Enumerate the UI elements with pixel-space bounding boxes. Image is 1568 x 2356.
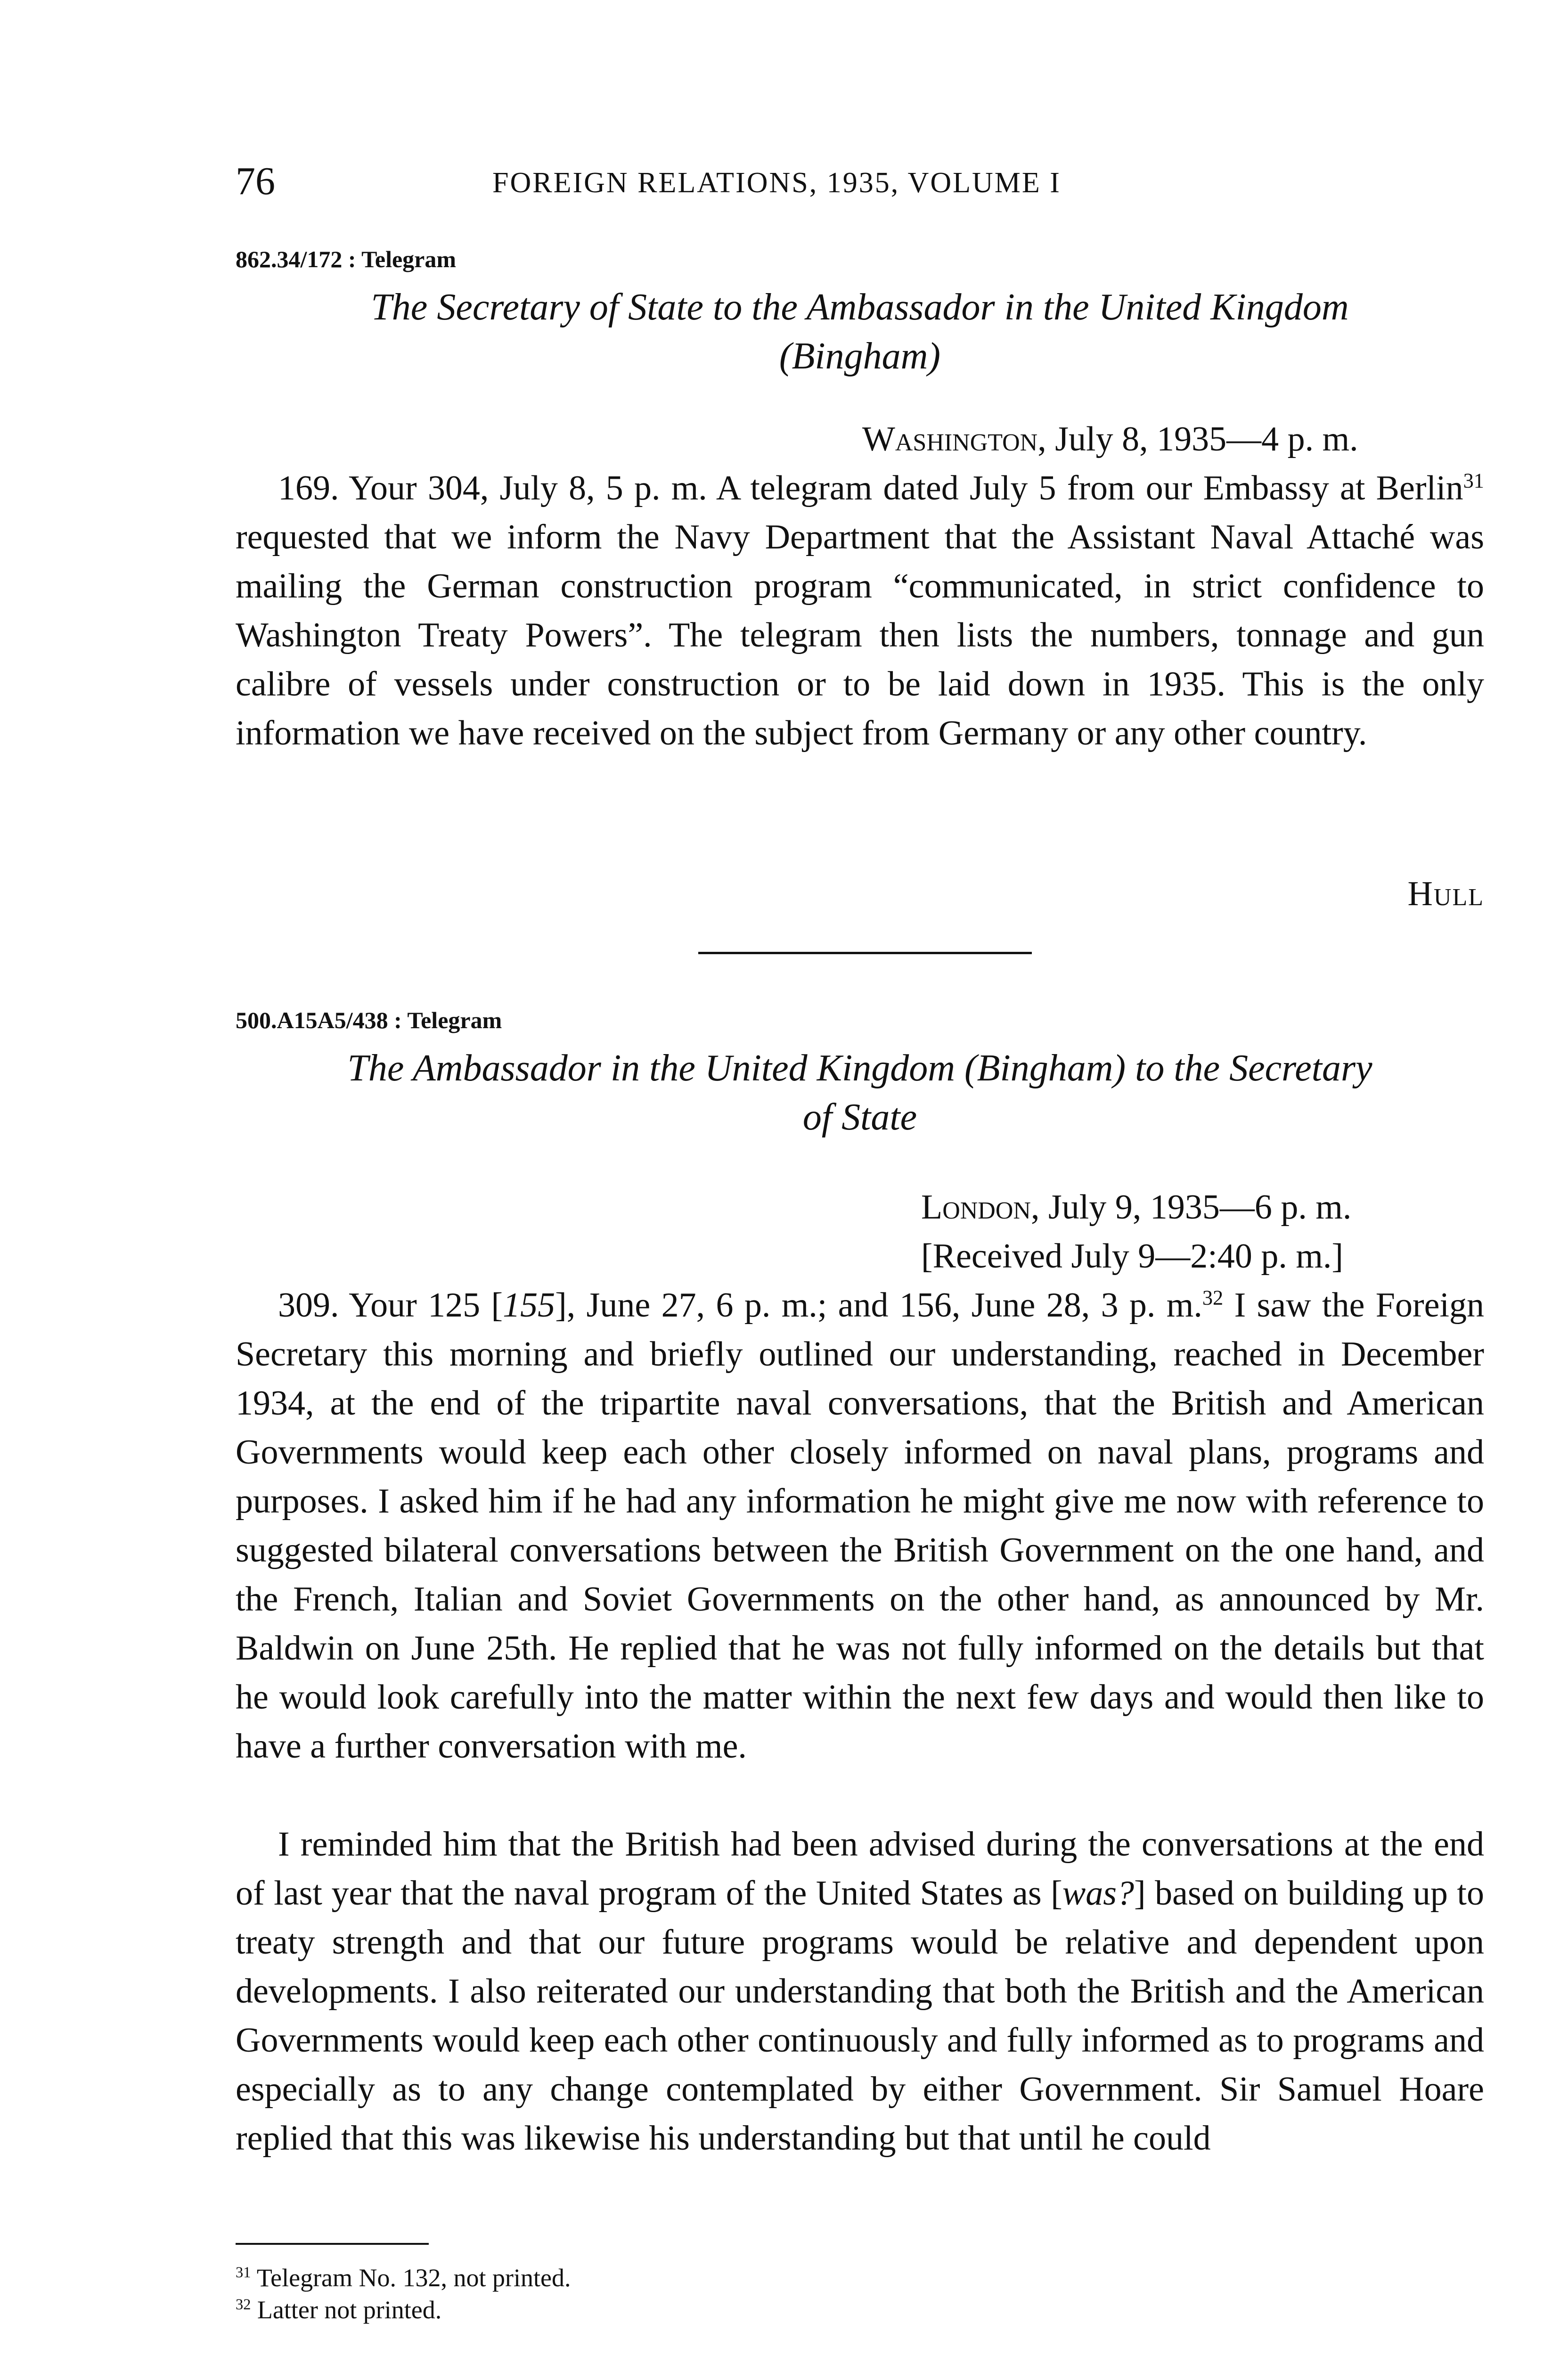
signature: Hull bbox=[1407, 875, 1484, 913]
paragraph-text: 309. Your 125 [ bbox=[278, 1286, 503, 1325]
paragraph-text: ], June 27, 6 p. m.; and 156, June 28, 3 p. m. bbox=[555, 1286, 1202, 1325]
document-title bbox=[236, 283, 1484, 381]
footnote-text: Telegram No. 132, not printed. bbox=[256, 2264, 571, 2292]
paragraph-text: 169. Your 304, July 8, 5 p. m. A telegram dated July 5 from our Embassy at Berlin bbox=[278, 469, 1463, 507]
received-line: [Received July 9—2:40 p. m.] bbox=[921, 1237, 1344, 1276]
dateline bbox=[862, 415, 1358, 464]
footnote bbox=[236, 2294, 441, 2326]
running-title: FOREIGN RELATIONS, 1935, VOLUME I bbox=[492, 167, 1061, 199]
paragraph-text: I reminded him that the British had been advised during the conversations at the end of last year that the naval program of the United States as [ bbox=[236, 1825, 1484, 1913]
title-line: The Ambassador in the United Kingdom (Bingham) to the Secretary bbox=[347, 1047, 1372, 1089]
title-line: of State bbox=[802, 1096, 917, 1138]
title-line: The Secretary of State to the Ambassador in the United Kingdom bbox=[371, 286, 1349, 328]
document-title bbox=[236, 1044, 1484, 1142]
footnote-mark: 32 bbox=[236, 2296, 251, 2313]
editorial-insertion: 155 bbox=[503, 1286, 555, 1325]
file-reference: 862.34/172 : Telegram bbox=[236, 246, 457, 272]
section-divider bbox=[698, 952, 1032, 954]
dateline bbox=[921, 1183, 1351, 1232]
telegram-body bbox=[236, 1820, 1484, 2163]
footnote-mark: 31 bbox=[236, 2264, 251, 2281]
running-header bbox=[236, 155, 1484, 207]
footnote-divider bbox=[236, 2243, 429, 2245]
paragraph-text: I saw the Foreign Secretary this morning and briefly outlined our understanding, reached in December 1934, at the end of the tripartite naval conversations, that the British and American Governments would keep each other closely informed on naval plans, programs and purposes. I asked him if he had any information he might give me now with reference to suggested bilateral conversations between the British Government on the one hand, and the French, Italian and Soviet Governments on the other hand, as announced by Mr. Baldwin on June 25th. He replied that he was not fully informed on the details but that he would look carefully into the matter within the next few days and would then like to have a further conversation with me. bbox=[236, 1286, 1484, 1766]
file-reference: 500.A15A5/438 : Telegram bbox=[236, 1007, 502, 1033]
title-line: (Bingham) bbox=[779, 335, 941, 377]
footnote-reference: 31 bbox=[1463, 468, 1484, 492]
footnote-reference: 32 bbox=[1202, 1285, 1224, 1309]
dateline-date: , July 9, 1935—6 p. m. bbox=[1030, 1188, 1352, 1227]
footnote bbox=[236, 2262, 571, 2294]
dateline-date: , July 8, 1935—4 p. m. bbox=[1037, 420, 1358, 458]
footnote-text: Latter not printed. bbox=[257, 2296, 442, 2324]
paragraph-text: ] based on building up to treaty strength and that our future programs would be relative and dependent upon developments. I also reiterated our understanding that both the British and the American Governments would keep each other continuously and fully informed as to programs and especially as to any change contemplated by either Government. Sir Samuel Hoare replied that this was likewise his understanding but that until he could bbox=[236, 1874, 1484, 2158]
editorial-insertion: was? bbox=[1062, 1874, 1134, 1913]
telegram-body bbox=[236, 464, 1484, 758]
telegram-body bbox=[236, 1281, 1484, 1771]
dateline-place: Washington bbox=[862, 420, 1038, 458]
dateline-place: London bbox=[921, 1188, 1031, 1227]
page-number: 76 bbox=[236, 159, 275, 203]
paragraph-text: requested that we inform the Navy Department that the Assistant Naval Attaché was mailing the German construction program “communicated, in strict confidence to Washington Treaty Powers”. The telegram then lists the numbers, tonnage and gun calibre of vessels under construction or to be laid down in 1935. This is the only information we have received on the subject from Germany or any other country. bbox=[236, 518, 1484, 753]
